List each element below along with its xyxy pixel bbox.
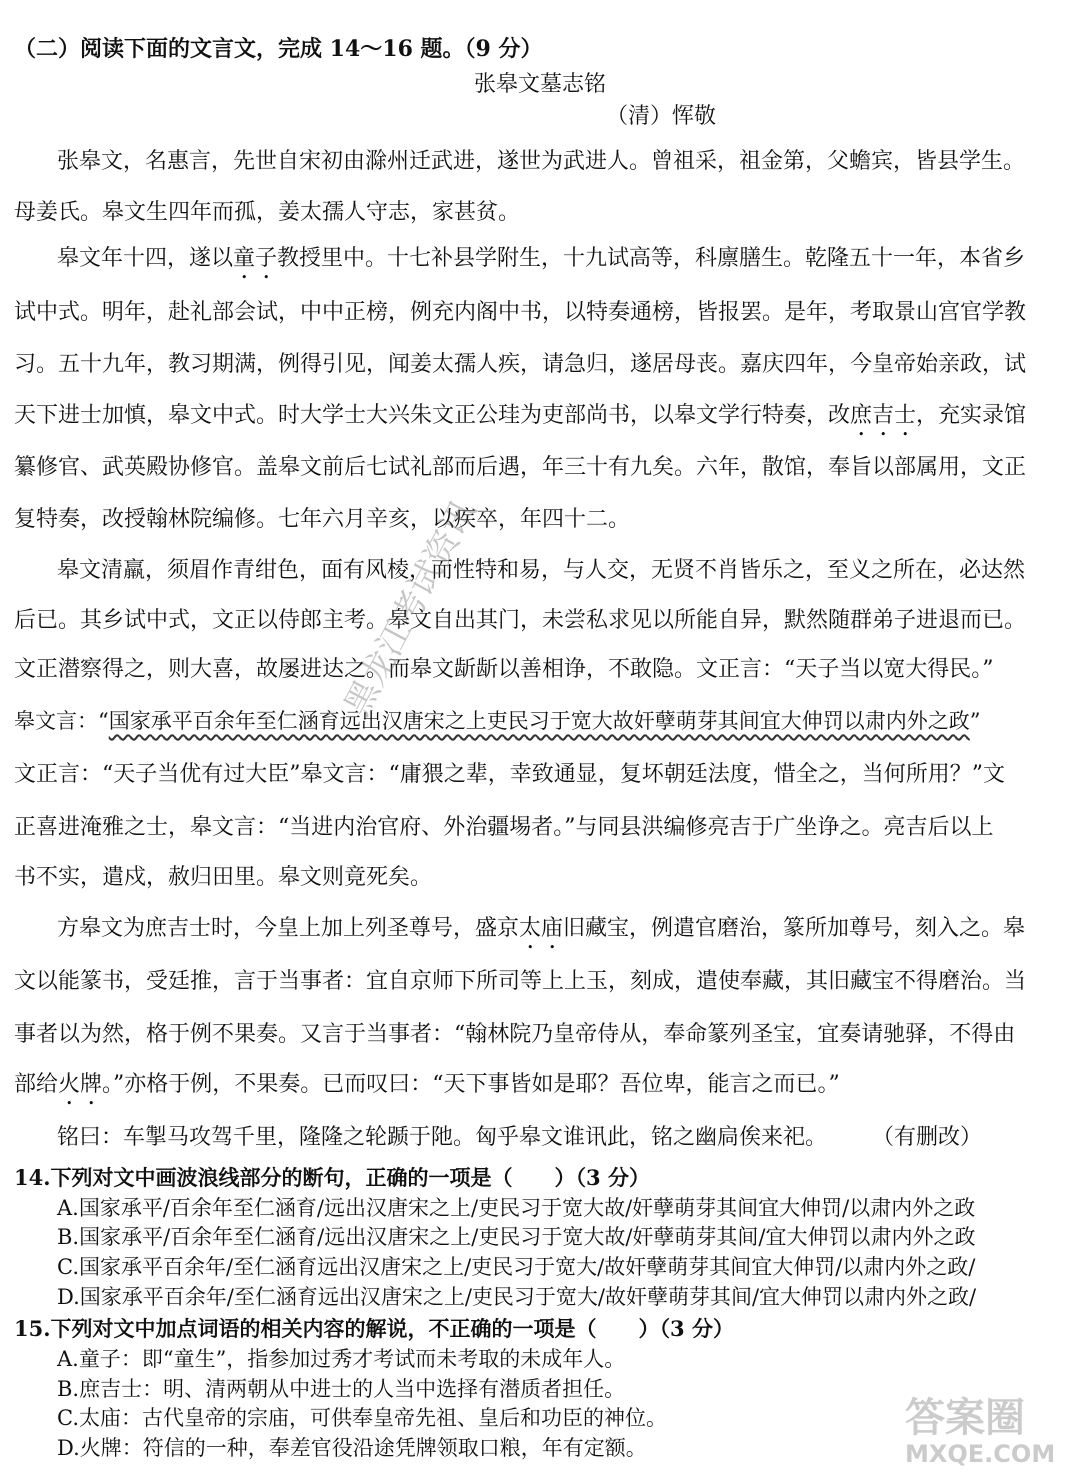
p2-line-3: 习。五十九年，教习期满，例得引见，闻姜太孺人疾，请急归，遂居母丧。嘉庆四年，今皇帝始亲政，试 (14, 352, 1027, 377)
q15-option-b: B.庶吉士：明、清两朝从中进士的人当中选择有潜质者担任。 (57, 1377, 626, 1401)
q15-option-d: D.火牌：符信的一种，奉差官役沿途凭牌领取口粮，年有定额。 (57, 1436, 647, 1460)
p3-line-3: 文正潜察得之，则大喜，故屡进达之。而皋文龂龂以善相诤，不敢隐。文正言：“天子当以宽大得民。” (14, 657, 994, 682)
p2-line-4 (14, 401, 1026, 441)
p4-line-4-pre: 部给 (14, 1072, 59, 1097)
p2-line-1-pre: 皋文年十四，遂以 (57, 246, 234, 271)
p2-line-6: 复特奏，改授翰林院编修。七年六月辛亥，以疾卒，年四十二。 (14, 507, 631, 532)
p2-line-5: 纂修官、武英殿协修官。盖皋文前后七试礼部而后遇，年三十有九矣。六年，散馆，奉旨以部属用，文正 (14, 455, 1027, 480)
q15-stem: 15.下列对文中加点词语的相关内容的解说，不正确的一项是（ ）（3 分） (14, 1316, 734, 1341)
p3-line-7: 书不实，遣戍，赦归田里。皋文则竟死矣。 (14, 865, 433, 890)
p1-line-2: 母姜氏。皋文生四年而孤，姜太孺人守志，家甚贫。 (14, 200, 521, 225)
logo-watermark-url: MXQE.COM (905, 1440, 1056, 1468)
q15-option-a: A.童子：即“童生”，指参加过秀才考试而未考取的未成年人。 (57, 1347, 626, 1371)
p3-line-4-post: ” (969, 709, 981, 733)
passage-author: （清）恽敬 (606, 104, 717, 129)
p3-line-5: 文正言：“天子当优有过大臣”皋文言：“庸猥之辈，幸致通显，复坏朝廷法度，惜全之，当何所用？”文 (14, 762, 1005, 787)
logo-watermark-title: 答案圈 (905, 1395, 1025, 1441)
dotted-term-tongzi: 童子 (233, 246, 278, 271)
p4-line-3: 事者以为然，格于例不果奏。又言于当事者：“翰林院乃皇帝侍从，奉命篆列圣宝，宜奏请驰驿，不得由 (14, 1022, 1016, 1047)
wavy-underlined-passage: 国家承平百余年至仁涵育远出汉唐宋之上吏民习于宽大故奸孽萌芽其间宜大伸罚以肃内外之政 (108, 709, 970, 733)
p3-line-4-pre: 皋文言：“ (14, 709, 109, 733)
q15-option-c: C.太庙：古代皇帝的宗庙，可供奉皇帝先祖、皇后和功臣的神位。 (57, 1406, 667, 1430)
logo-watermark (905, 1395, 1075, 1475)
p2-line-4-post: ，充实录馆 (916, 403, 1027, 428)
p4-line-4-post: 。”亦格于例，不果奏。已而叹曰：“天下事皆如是耶？吾位卑，能言之而已。” (102, 1072, 840, 1097)
p4-line-4 (14, 1070, 840, 1110)
inscription: 铭曰：车掣马攻驾千里，隆隆之轮踬于阤。匈乎皋文谁讯此，铭之幽扃俟来祀。 (57, 1125, 828, 1150)
p2-line-1-post: 教授里中。十七补县学附生，十九试高等，科廪膳生。乾隆五十一年，本省乡 (277, 246, 1026, 271)
p4-line-1-post: 旧藏宝，例遣官磨治，篆所加尊号，刻入之。皋 (563, 916, 1026, 941)
diagonal-watermark: 黑龙江考试资讯 (337, 493, 485, 723)
p4-line-1 (57, 914, 1025, 954)
q14-option-d: D.国家承平百余年/至仁涵育远出汉唐宋之上/吏民习于宽大/故奸孽萌芽其间/宜大伸罚以肃内外之政/ (57, 1285, 977, 1309)
p3-line-6: 正喜进淹雅之士，皋文言：“当进内治官府、外治疆埸者。”与同县洪编修亮吉于广坐诤之。亮吉后以上 (14, 815, 994, 840)
p3-line-4 (14, 706, 981, 736)
section-header: （二）阅读下面的文言文，完成 14～16 题。（9 分） (14, 36, 543, 62)
p4-line-1-pre: 方皋文为庶吉士时，今皇上加上列圣尊号，盛京 (57, 916, 520, 941)
p2-line-4-pre: 天下进士加慎，皋文中式。时大学士大兴朱文正公珪为吏部尚书，以皋文学行特奏，改 (14, 403, 851, 428)
p3-line-2: 后已。其乡试中式，文正以侍郎主考。皋文自出其门，未尝私求见以所能自异，默然随群弟子进退而已。 (14, 608, 1027, 633)
revision-note: （有删改） (872, 1125, 983, 1150)
passage-title: 张皋文墓志铭 (473, 72, 606, 97)
p2-line-1 (57, 244, 1025, 284)
q14-option-c: C.国家承平百余年/至仁涵育远出汉唐宋之上/吏民习于宽大/故奸孽萌芽其间宜大伸罚/以肃内外之政/ (57, 1255, 976, 1279)
p1-line-1: 张皋文，名惠言，先世自宋初由滁州迁武进，遂世为武进人。曾祖采，祖金第，父蟾宾，皆县学生。 (57, 149, 1026, 174)
dotted-term-huopai: 火牌 (58, 1072, 103, 1097)
dotted-term-taimiao: 太庙 (519, 916, 564, 941)
dotted-term-shujishi: 庶吉士 (850, 403, 917, 428)
p2-line-2: 试中式。明年，赴礼部会试，中中正榜，例充内阁中书，以特奏通榜，皆报罢。是年，考取景山宫官学教 (14, 300, 1027, 325)
q14-option-b: B.国家承平/百余年至仁涵育/远出汉唐宋之上/吏民习于宽大故/奸孽萌芽其间/宜大伸罚以肃内外之政 (57, 1225, 976, 1249)
p4-line-2: 文以能篆书，受廷推，言于当事者：宜自京师下所司等上上玉，刻成，遣使奉藏，其旧藏宝不得磨治。当 (14, 969, 1027, 994)
q14-stem: 14.下列对文中画波浪线部分的断句，正确的一项是（ ）（3 分） (14, 1165, 650, 1190)
q14-option-a: A.国家承平/百余年至仁涵育/远出汉唐宋之上/吏民习于宽大故/奸孽萌芽其间宜大伸罚/以肃内外之政 (57, 1196, 976, 1220)
p3-line-1: 皋文清羸，须眉作青绀色，面有风棱，而性特和易，与人交，无贤不肖皆乐之，至义之所在，必达然 (57, 558, 1026, 583)
